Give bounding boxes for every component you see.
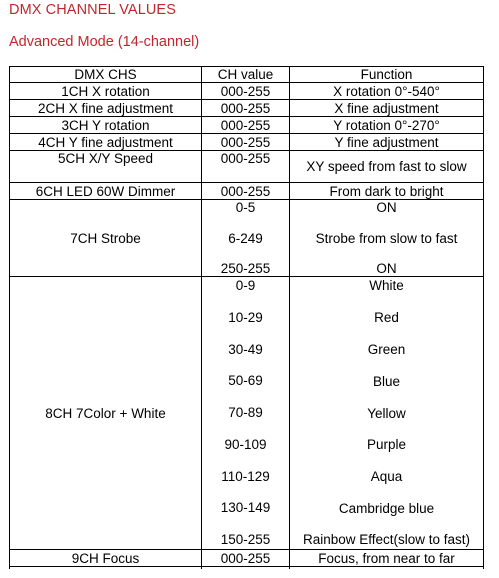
range-function: Green [367, 341, 406, 357]
table-row-focus [10, 550, 484, 567]
dmx-channel-table [9, 66, 484, 569]
document-title: DMX CHANNEL VALUES [9, 2, 176, 18]
value-cell [202, 277, 290, 550]
channel-cell: 1CH X rotation [10, 83, 202, 100]
range-value: 0-5 [235, 200, 256, 215]
table-row [10, 83, 484, 100]
value-cell: 000-255 [202, 117, 290, 134]
range-function: Purple [366, 437, 407, 453]
table-row-partial [10, 567, 484, 570]
table-row-strobe [10, 200, 484, 277]
value-cell: 000-255 [202, 83, 290, 100]
header-dmx-chs: DMX CHS [10, 67, 202, 83]
table-header-row [10, 67, 484, 83]
range-value: 110-129 [221, 468, 270, 484]
empty-cell [202, 567, 290, 570]
value-cell: 000-255 [202, 550, 290, 567]
channel-cell: 2CH X fine adjustment [10, 100, 202, 117]
function-cell: X fine adjustment [290, 100, 484, 117]
table-row [10, 183, 484, 200]
table-row-color [10, 277, 484, 550]
table-row [10, 151, 484, 183]
range-value: 50-69 [228, 373, 263, 389]
range-value: 0-9 [235, 278, 256, 293]
value-cell: 000-255 [202, 151, 290, 183]
range-value: 10-29 [228, 309, 263, 325]
range-function: Yellow [367, 405, 406, 421]
range-value: 90-109 [224, 436, 267, 452]
channel-cell: 9CH Focus [10, 550, 202, 567]
empty-cell [10, 567, 202, 570]
function-cell [290, 151, 484, 183]
range-value: 6-249 [228, 230, 263, 246]
channel-cell: 7CH Strobe [10, 200, 202, 277]
channel-cell: 5CH X/Y Speed [10, 151, 202, 183]
channel-cell: 8CH 7Color + White [10, 277, 202, 550]
range-function: Cambridge blue [338, 501, 435, 517]
range-function: Red [374, 309, 399, 325]
range-value: 130-149 [220, 500, 271, 516]
function-cell [290, 200, 484, 277]
range-function: Blue [372, 373, 401, 389]
range-function: ON [376, 200, 397, 215]
table-row [10, 117, 484, 134]
table-row [10, 100, 484, 117]
range-value: 250-255 [220, 261, 271, 276]
range-function: ON [376, 261, 397, 276]
function-cell: Y fine adjustment [290, 134, 484, 151]
channel-cell: 4CH Y fine adjustment [10, 134, 202, 151]
table-row [10, 134, 484, 151]
function-cell: X rotation 0°-540° [290, 83, 484, 100]
value-cell: 000-255 [202, 100, 290, 117]
empty-cell [290, 567, 484, 570]
function-text: XY speed from fast to slow [306, 158, 467, 174]
range-value: 70-89 [228, 405, 263, 420]
function-cell: From dark to bright [290, 183, 484, 200]
range-function: White [369, 278, 404, 293]
document-subtitle: Advanced Mode (14-channel) [9, 34, 200, 50]
range-function: Aqua [370, 469, 403, 485]
range-value: 30-49 [228, 341, 263, 357]
range-function: Rainbow Effect(slow to fast) [302, 532, 471, 547]
function-cell: Focus, from near to far [290, 550, 484, 567]
function-cell [290, 277, 484, 550]
value-cell: 000-255 [202, 134, 290, 151]
header-function: Function [290, 67, 484, 83]
channel-cell: 3CH Y rotation [10, 117, 202, 134]
value-cell: 000-255 [202, 183, 290, 200]
value-cell [202, 200, 290, 277]
header-ch-value: CH value [202, 67, 290, 83]
range-function: Strobe from slow to fast [315, 230, 458, 246]
function-cell: Y rotation 0°-270° [290, 117, 484, 134]
range-value: 150-255 [220, 532, 271, 547]
channel-cell: 6CH LED 60W Dimmer [10, 183, 202, 200]
